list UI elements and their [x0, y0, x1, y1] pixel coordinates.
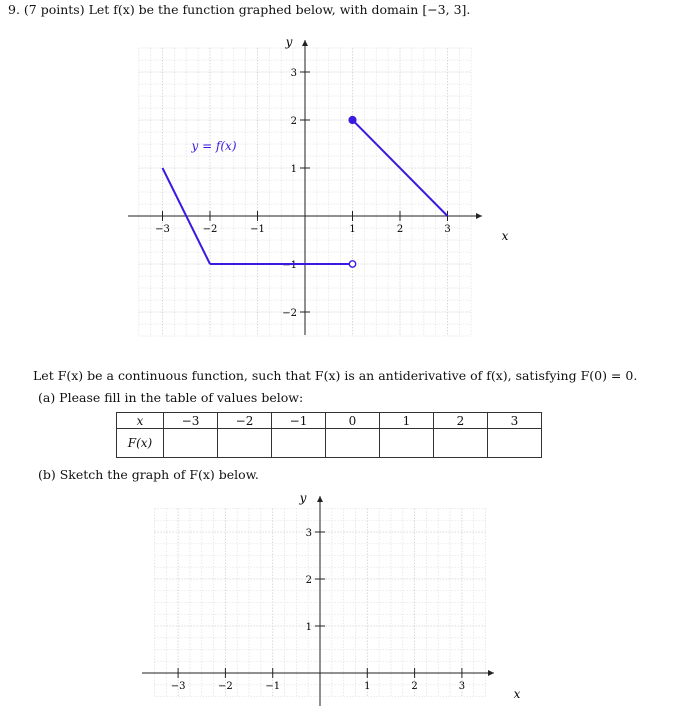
- question-header: 9. (7 points) Let f(x) be the function graphed below, with domain [−3, 3].: [8, 2, 471, 17]
- y-tick-label: 2: [305, 575, 312, 586]
- x-tick-label: 2: [396, 224, 404, 235]
- x-tick-label: −2: [218, 681, 233, 692]
- y-tick-label: −1: [282, 260, 297, 271]
- x-tick-label: −3: [170, 681, 186, 692]
- table-x-value: −1: [272, 413, 326, 429]
- y-tick-label: 1: [290, 164, 297, 175]
- table-x-value: 2: [434, 413, 488, 429]
- y-axis-label: y: [285, 35, 293, 49]
- table-header-F: F(x): [117, 429, 164, 458]
- x-tick-label: −2: [202, 224, 218, 235]
- table-answer-cell[interactable]: [326, 429, 380, 458]
- part-a-text: (a) Please fill in the table of values below:: [38, 390, 304, 405]
- y-tick-label: −2: [282, 308, 297, 319]
- table-x-value: 3: [488, 413, 542, 429]
- x-axis-arrow-icon: [476, 213, 482, 219]
- function-label: y = f(x): [191, 139, 237, 153]
- x-tick-label: 3: [444, 224, 451, 235]
- y-tick-label: 3: [290, 68, 297, 79]
- table-answer-cell[interactable]: [434, 429, 488, 458]
- graph-axes: [142, 496, 494, 706]
- closed-endpoint: [349, 116, 356, 123]
- table-x-value: −3: [164, 413, 218, 429]
- sketch-graph[interactable]: [0, 486, 680, 706]
- x-tick-label: 3: [458, 681, 466, 692]
- y-axis-label: y: [299, 491, 307, 505]
- x-tick-label: 1: [349, 224, 356, 235]
- tick-labels: [155, 68, 451, 319]
- table-x-value: −2: [218, 413, 272, 429]
- x-tick-label: −1: [250, 224, 265, 235]
- table-x-value: 1: [380, 413, 434, 429]
- x-tick-label: 2: [411, 681, 418, 692]
- y-axis-arrow-icon: [302, 40, 308, 46]
- x-tick-label: −3: [155, 224, 170, 235]
- y-tick-label: 2: [290, 116, 297, 127]
- x-axis-label: x: [501, 229, 509, 243]
- table-answer-cell[interactable]: [164, 429, 218, 458]
- table-x-value: 0: [326, 413, 380, 429]
- values-table: [116, 412, 542, 458]
- y-tick-label: 1: [305, 622, 312, 633]
- table-row-F: [117, 429, 542, 458]
- table-answer-cell[interactable]: [218, 429, 272, 458]
- table-row-x: [117, 413, 542, 429]
- x-axis-arrow-icon: [488, 670, 494, 676]
- tick-labels: [171, 528, 465, 692]
- table-answer-cell[interactable]: [272, 429, 326, 458]
- open-endpoint: [349, 261, 355, 267]
- table-answer-cell[interactable]: [380, 429, 434, 458]
- x-axis-label: x: [513, 687, 521, 701]
- part-b-text: (b) Sketch the graph of F(x) below.: [38, 467, 259, 482]
- x-tick-label: 1: [364, 681, 371, 692]
- table-header-x: x: [117, 413, 164, 429]
- y-tick-label: 3: [305, 528, 312, 539]
- table-answer-cell[interactable]: [488, 429, 542, 458]
- x-tick-label: −1: [265, 681, 281, 692]
- intro-text: Let F(x) be a continuous function, such that F(x) is an antiderivative of f(x), satisfying F(0) = 0.: [33, 368, 638, 383]
- y-axis-arrow-icon: [317, 496, 323, 502]
